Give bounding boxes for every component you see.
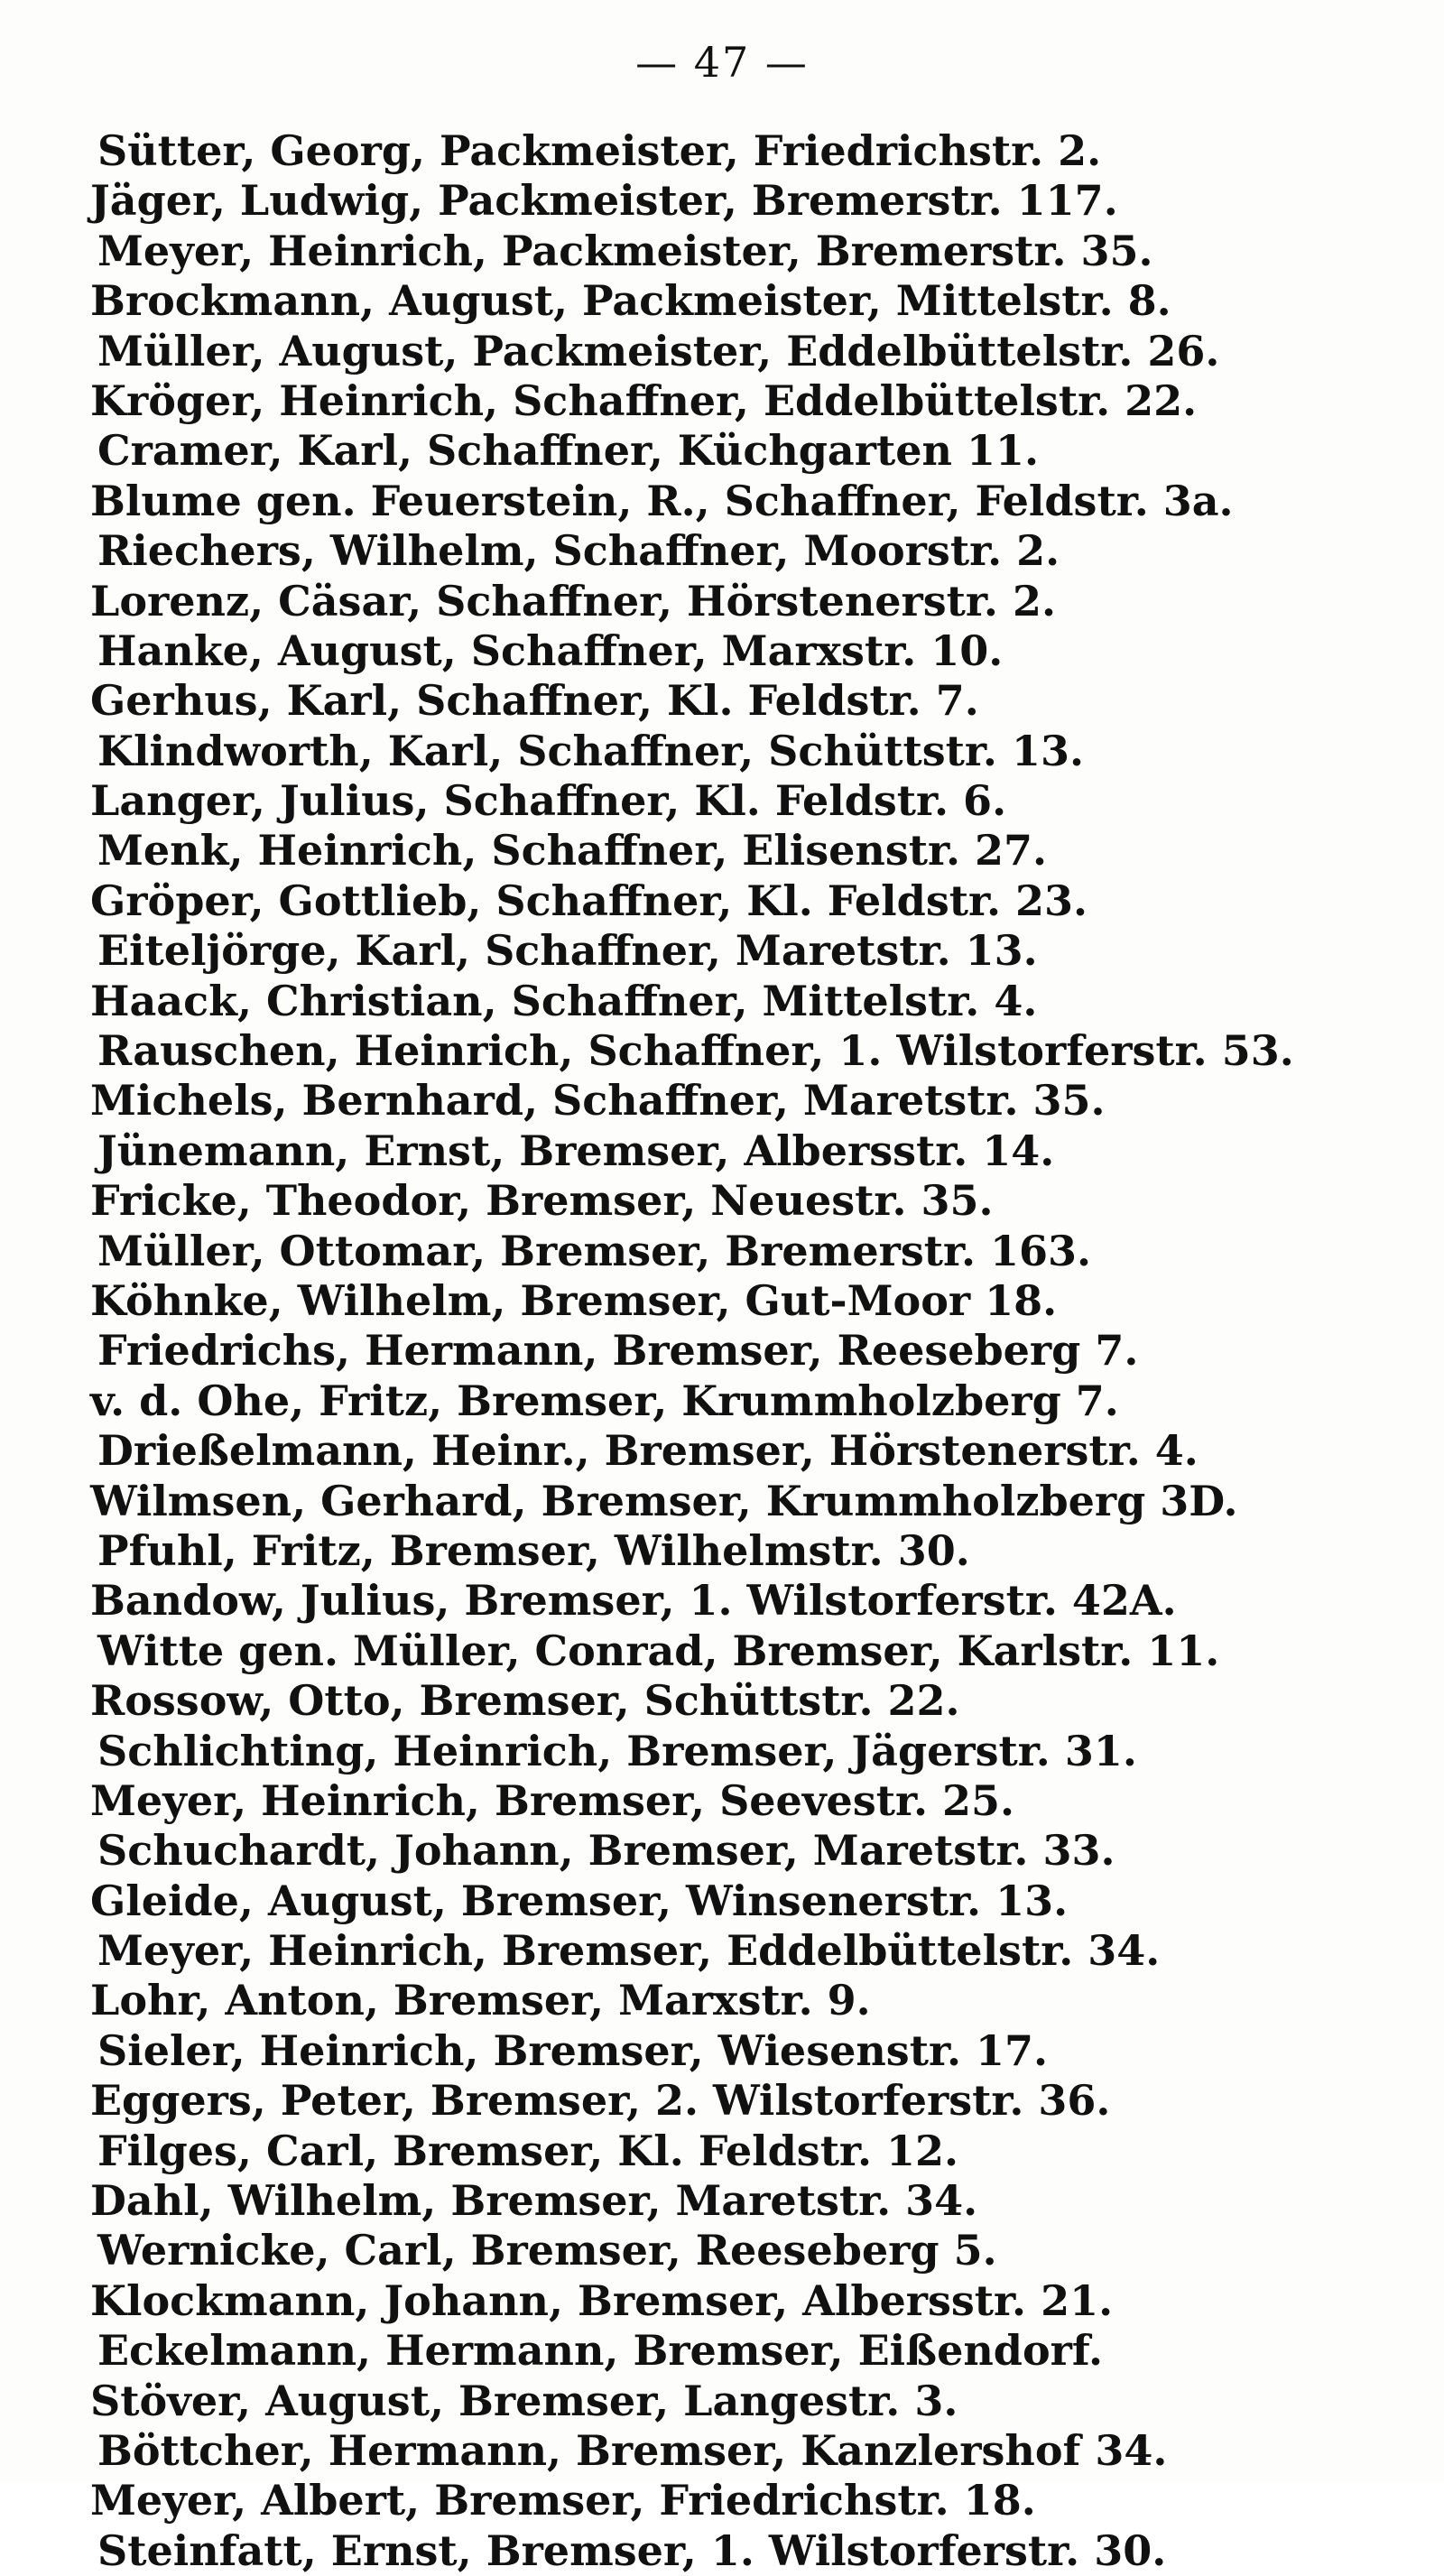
directory-entry: Jäger, Ludwig, Packmeister, Bremerstr. 117. bbox=[90, 176, 1118, 226]
directory-entry: Klindworth, Karl, Schaffner, Schüttstr. 13. bbox=[97, 726, 1084, 775]
directory-entry: Gerhus, Karl, Schaffner, Kl. Feldstr. 7. bbox=[90, 676, 979, 726]
directory-entry: Jünemann, Ernst, Bremser, Albersstr. 14. bbox=[97, 1126, 1055, 1175]
directory-entry: Hanke, August, Schaffner, Marxstr. 10. bbox=[97, 625, 1004, 675]
directory-entry: Meyer, Heinrich, Bremser, Seevestr. 25. bbox=[90, 1775, 1015, 1825]
directory-entry: Lohr, Anton, Bremser, Marxstr. 9. bbox=[90, 1976, 871, 2025]
directory-entry: Rossow, Otto, Bremser, Schüttstr. 22. bbox=[90, 1676, 960, 1726]
directory-entry: Meyer, Albert, Bremser, Friedrichstr. 18. bbox=[90, 2476, 1036, 2525]
directory-entry: Bandow, Julius, Bremser, 1. Wilstorferstr. 42A. bbox=[90, 1576, 1177, 1626]
directory-entry-list bbox=[90, 126, 1294, 2576]
directory-entry: Lorenz, Cäsar, Schaffner, Hörstenerstr. 2. bbox=[90, 576, 1056, 625]
directory-entry: Drießelmann, Heinr., Bremser, Hörstenerstr. 4. bbox=[97, 1426, 1199, 1476]
directory-entry: Eckelmann, Hermann, Bremser, Eißendorf. bbox=[97, 2326, 1104, 2376]
directory-entry: Michels, Bernhard, Schaffner, Maretstr. 35. bbox=[90, 1076, 1106, 1126]
directory-entry: Witte gen. Müller, Conrad, Bremser, Karlstr. 11. bbox=[97, 1626, 1220, 1675]
directory-entry: Dahl, Wilhelm, Bremser, Maretstr. 34. bbox=[90, 2176, 978, 2226]
directory-entry: Gleide, August, Bremser, Winsenerstr. 13. bbox=[90, 1876, 1069, 1925]
directory-entry: Müller, Ottomar, Bremser, Bremerstr. 163. bbox=[97, 1226, 1092, 1275]
directory-entry: Kröger, Heinrich, Schaffner, Eddelbüttelstr. 22. bbox=[90, 375, 1198, 425]
directory-entry: Rauschen, Heinrich, Schaffner, 1. Wilstorferstr. 53. bbox=[97, 1026, 1294, 1076]
directory-entry: Cramer, Karl, Schaffner, Küchgarten 11. bbox=[97, 426, 1039, 476]
directory-entry: Köhnke, Wilhelm, Bremser, Gut-Moor 18. bbox=[90, 1275, 1058, 1325]
directory-entry: Gröper, Gottlieb, Schaffner, Kl. Feldstr. 23. bbox=[90, 876, 1088, 925]
directory-entry: Schlichting, Heinrich, Bremser, Jägerstr. 31. bbox=[97, 1726, 1137, 1775]
directory-entry: Pfuhl, Fritz, Bremser, Wilhelmstr. 30. bbox=[97, 1525, 970, 1575]
directory-entry: Eiteljörge, Karl, Schaffner, Maretstr. 13. bbox=[97, 926, 1038, 976]
directory-entry: Filges, Carl, Bremser, Kl. Feldstr. 12. bbox=[97, 2126, 959, 2175]
directory-entry: Meyer, Heinrich, Bremser, Eddelbüttelstr. 34. bbox=[97, 1926, 1161, 1976]
directory-entry: v. d. Ohe, Fritz, Bremser, Krummholzberg 7. bbox=[90, 1376, 1119, 1425]
directory-entry: Friedrichs, Hermann, Bremser, Reeseberg 7. bbox=[97, 1326, 1139, 1376]
directory-entry: Sieler, Heinrich, Bremser, Wiesenstr. 17. bbox=[97, 2025, 1049, 2075]
directory-entry: Stöver, August, Bremser, Langestr. 3. bbox=[90, 2376, 958, 2425]
directory-entry: Steinfatt, Ernst, Bremser, 1. Wilstorferstr. 30. bbox=[97, 2525, 1167, 2575]
directory-entry: Sütter, Georg, Packmeister, Friedrichstr. 2. bbox=[97, 126, 1102, 175]
directory-entry: Meyer, Heinrich, Packmeister, Bremerstr. 35. bbox=[97, 226, 1153, 275]
directory-entry: Haack, Christian, Schaffner, Mittelstr. 4. bbox=[90, 976, 1038, 1025]
directory-entry: Schuchardt, Johann, Bremser, Maretstr. 33. bbox=[97, 1826, 1115, 1876]
directory-entry: Wernicke, Carl, Bremser, Reeseberg 5. bbox=[97, 2226, 997, 2275]
directory-entry: Menk, Heinrich, Schaffner, Elisenstr. 27. bbox=[97, 826, 1048, 876]
directory-entry: Langer, Julius, Schaffner, Kl. Feldstr. 6. bbox=[90, 776, 1007, 826]
directory-entry: Böttcher, Hermann, Bremser, Kanzlershof 34. bbox=[97, 2425, 1168, 2475]
directory-entry: Brockmann, August, Packmeister, Mittelstr. 8. bbox=[90, 276, 1171, 326]
directory-entry: Wilmsen, Gerhard, Bremser, Krummholzberg 3D. bbox=[90, 1476, 1238, 1525]
directory-entry: Eggers, Peter, Bremser, 2. Wilstorferstr. 36. bbox=[90, 2076, 1111, 2126]
directory-entry: Fricke, Theodor, Bremser, Neuestr. 35. bbox=[90, 1176, 994, 1226]
directory-entry: Riechers, Wilhelm, Schaffner, Moorstr. 2. bbox=[97, 526, 1060, 576]
page-number: — 47 — bbox=[635, 38, 809, 87]
directory-entry: Klockmann, Johann, Bremser, Albersstr. 21. bbox=[90, 2275, 1114, 2325]
directory-entry: Blume gen. Feuerstein, R., Schaffner, Feldstr. 3a. bbox=[90, 476, 1234, 525]
directory-entry: Müller, August, Packmeister, Eddelbüttelstr. 26. bbox=[97, 326, 1220, 375]
